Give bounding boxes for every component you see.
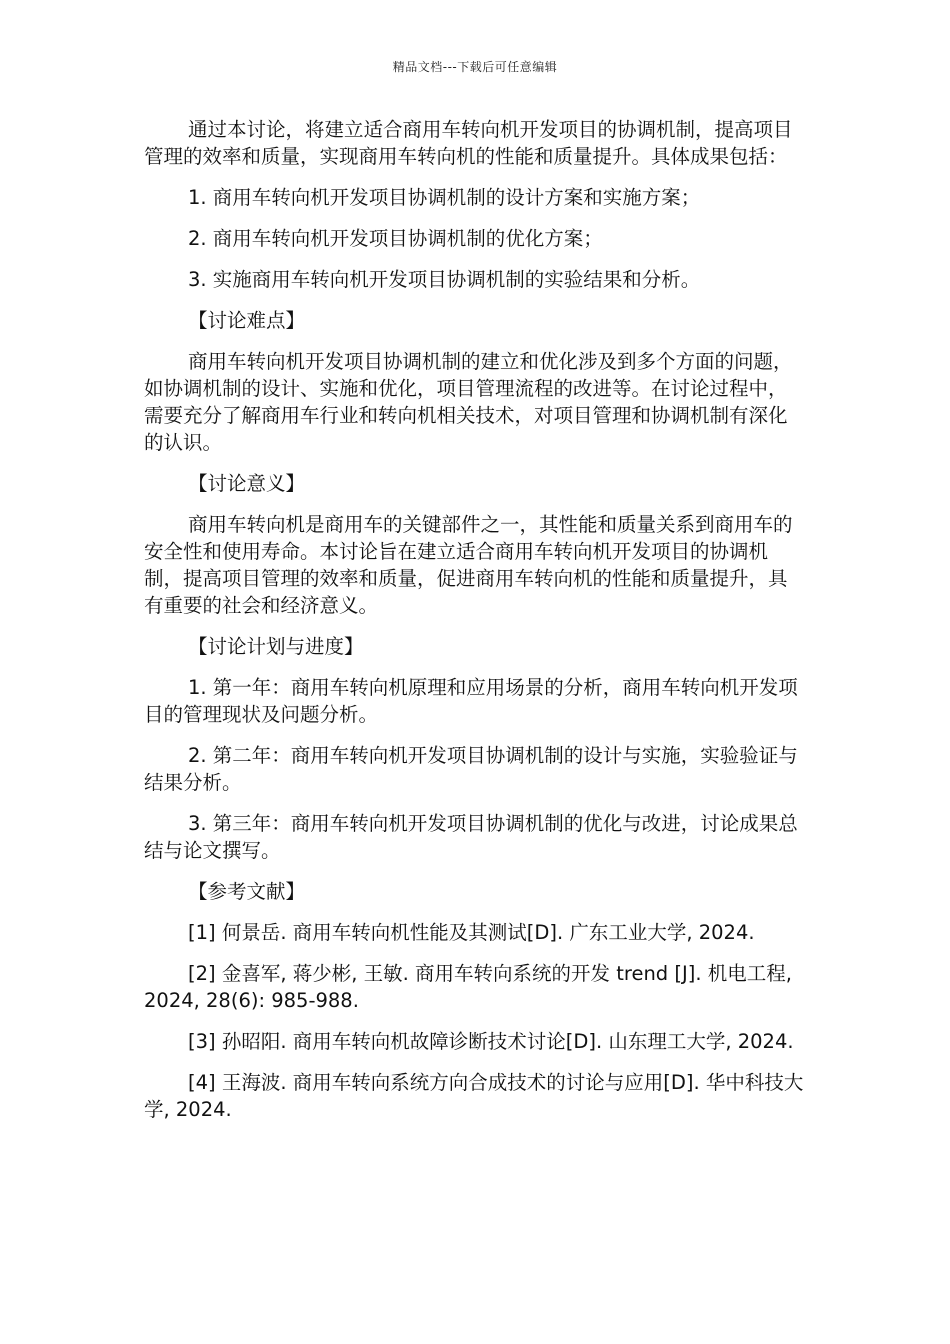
- plan-item-2: 2. 第二年：商用车转向机开发项目协调机制的设计与实施，实验验证与结果分析。: [144, 744, 798, 794]
- intro-paragraph: 通过本讨论，将建立适合商用车转向机开发项目的协调机制，提高项目管理的效率和质量，实现商用车转向机的性能和质量提升。具体成果包括：: [144, 118, 793, 168]
- reference-item-2: [2] 金喜军, 蒋少彬, 王敏. 商用车转向系统的开发 trend [J]. 机电工程, 2024, 28(6): 985-988.: [144, 962, 792, 1012]
- result-item-3: 3. 实施商用车转向机开发项目协调机制的实验结果和分析。: [188, 268, 701, 291]
- document-body: [144, 116, 806, 1137]
- difficulty-paragraph: 商用车转向机开发项目协调机制的建立和优化涉及到多个方面的问题，如协调机制的设计、实施和优化，项目管理流程的改进等。在讨论过程中，需要充分了解商用车行业和转向机相关技术，对项目管理和协调机制有深化的认识。: [144, 350, 793, 454]
- reference-item-1: [1] 何景岳. 商用车转向机性能及其测试[D]. 广东工业大学, 2024.: [188, 921, 755, 944]
- plan-heading: 【讨论计划与进度】: [188, 635, 364, 658]
- result-item-2: 2. 商用车转向机开发项目协调机制的优化方案；: [188, 227, 603, 250]
- reference-item-3: [3] 孙昭阳. 商用车转向机故障诊断技术讨论[D]. 山东理工大学, 2024.: [188, 1030, 794, 1053]
- significance-paragraph: 商用车转向机是商用车的关键部件之一，其性能和质量关系到商用车的安全性和使用寿命。本讨论旨在建立适合商用车转向机开发项目的协调机制，提高项目管理的效率和质量，促进商用车转向机的性能和质量提升，具有重要的社会和经济意义。: [144, 513, 793, 617]
- result-item-1: 1. 商用车转向机开发项目协调机制的设计方案和实施方案；: [188, 186, 701, 209]
- significance-heading: 【讨论意义】: [188, 472, 306, 495]
- plan-item-1: 1. 第一年：商用车转向机原理和应用场景的分析，商用车转向机开发项目的管理现状及问题分析。: [144, 676, 798, 726]
- references-heading: 【参考文献】: [188, 880, 306, 903]
- difficulty-heading: 【讨论难点】: [188, 309, 306, 332]
- page-header: 精品文档---下载后可任意编辑: [392, 60, 558, 74]
- reference-item-4: [4] 王海波. 商用车转向系统方向合成技术的讨论与应用[D]. 华中科技大学, 2024.: [144, 1071, 804, 1121]
- plan-item-3: 3. 第三年：商用车转向机开发项目协调机制的优化与改进，讨论成果总结与论文撰写。: [144, 812, 798, 862]
